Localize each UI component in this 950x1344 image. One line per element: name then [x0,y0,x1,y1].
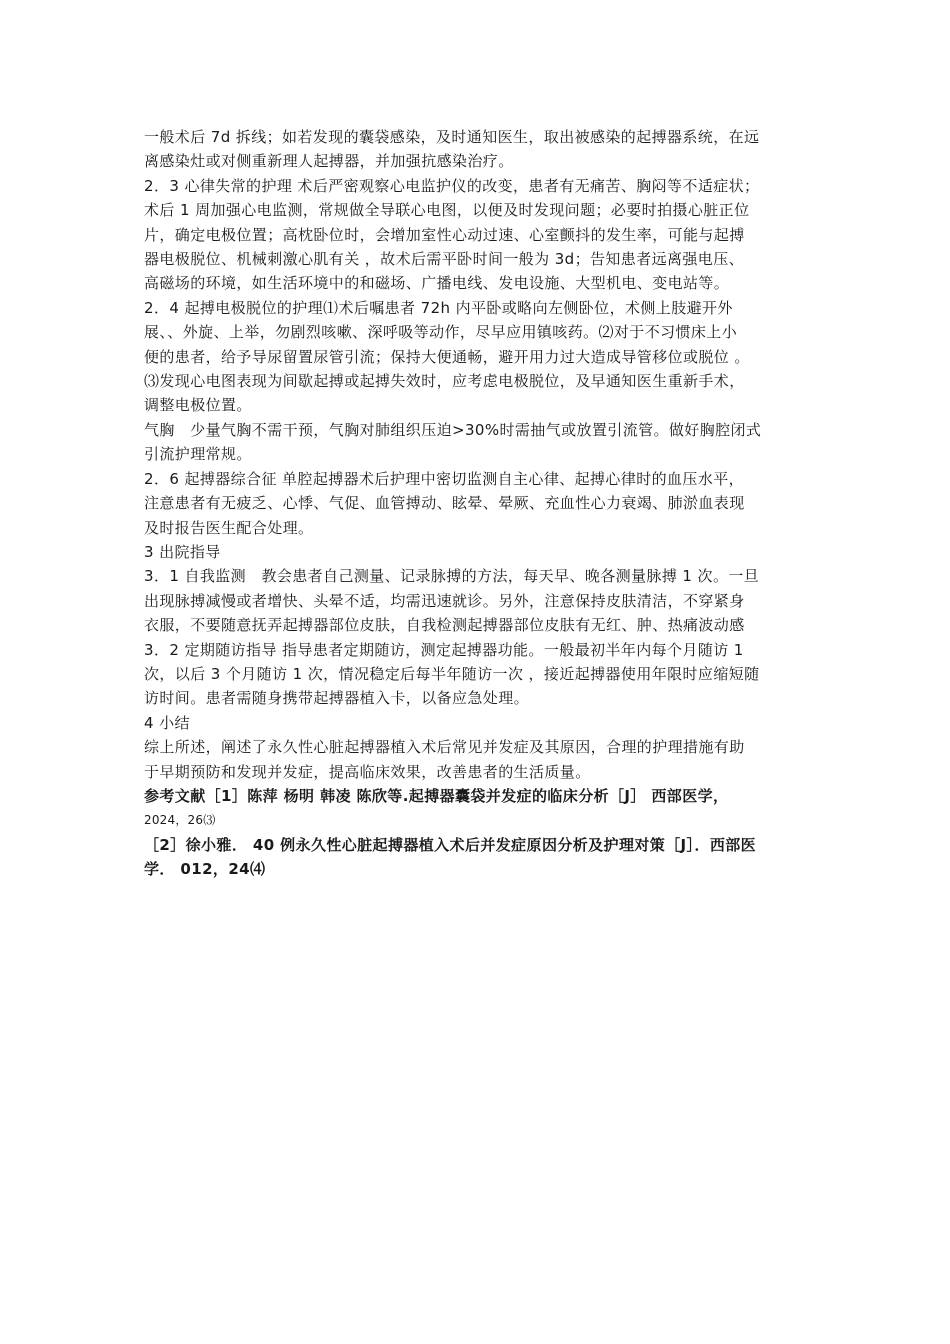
section-4-heading: 4 小结 [144,713,190,732]
text-line: 便的患者，给予导尿留置尿管引流；保持大便通畅，避开用力过大造成导管移位或脱位 。 [144,347,750,366]
text-line: 片，确定电极位置；高枕卧位时，会增加室性心动过速、心室颤抖的发生率，可能与起搏 [144,225,745,244]
section-3-2-heading-line: 3．2 定期随访指导 指导患者定期随访，测定起搏器功能。一般最初半年内每个月随访 1 [144,640,744,659]
text-line: 次，以后 3 个月随访 1 次，情况稳定后每半年随访一次 ，接近起搏器使用年限时应缩短随 [144,664,760,683]
section-3-heading: 3 出院指导 [144,542,221,561]
document-body [144,125,824,882]
text-line: 术后 1 周加强心电监测，常规做全导联心电图，以便及时发现问题；必要时拍摄心脏正位 [144,201,750,220]
text-line: 注意患者有无疲乏、心悸、气促、血管搏动、眩晕、晕厥、充血性心力衰竭、肺淤血表现 [144,494,745,513]
text-line: 一般术后 7d 拆线；如若发现的囊袋感染，及时通知医生，取出被感染的起搏器系统，在远 [144,128,760,146]
text-line: 器电极脱位、机械刺激心肌有关 ，故术后需平卧时间一般为 3d；告知患者远离强电压、 [144,250,745,269]
reference-1: 参考文献［1］陈萍 杨明 韩凌 陈欣等.起搏器囊袋并发症的临床分析［J］ 西部医学， [144,786,729,805]
text-line: 衣服，不要随意抚弄起搏器部位皮肤，自我检测起搏器部位皮肤有无红、肿、热痛波动感 [144,616,745,635]
text-line: 展、、外旋、上举，勿剧烈咳嗽、深呼吸等动作，尽早应用镇咳药。⑵对于不习惯床上小 [144,323,738,342]
section-3-1-heading-line: 3．1 自我监测 教会患者自己测量、记录脉搏的方法，每天早、晚各测量脉搏 1 次。一旦 [144,567,760,586]
text-line: 及时报告医生配合处理。 [144,518,314,537]
text-line: 综上所述，阐述了永久性心脏起搏器植入术后常见并发症及其原因，合理的护理措施有助 [144,738,745,757]
pneumothorax-heading-line: 气胸 少量气胸不需干预，气胸对肺组织压迫>30%时需抽气或放置引流管。做好胸腔闭式 [144,420,762,439]
text-line: 访时间。患者需随身携带起搏器植入卡，以备应急处理。 [144,689,530,708]
text-line: 高磁场的环境，如生活环境中的和磁场、广播电线、发电设施、大型机电、变电站等。 [144,274,730,293]
section-2-6-heading-line: 2．6 起搏器综合征 单腔起搏器术后护理中密切监测自主心律、起搏心律时的血压水平， [144,469,745,488]
reference-1-citation: 2024，26⑶ [144,813,216,828]
text-line: 调整电极位置。 [144,396,252,415]
reference-2-citation: 学． 012，24⑷ [144,860,266,879]
text-line: 出现脉搏减慢或者增快、头晕不适，均需迅速就诊。另外，注意保持皮肤清洁，不穿紧身 [144,591,745,610]
text-line: ⑶发现心电图表现为间歇起搏或起搏失效时，应考虑电极脱位，及早通知医生重新手术， [144,372,745,391]
section-2-4-heading-line: 2．4 起搏电极脱位的护理⑴术后嘱患者 72h 内平卧或略向左侧卧位，术侧上肢避开外 [144,298,733,317]
section-2-3-heading-line: 2．3 心律失常的护理 术后严密观察心电监护仪的改变，患者有无痛苦、胸闷等不适症状； [144,176,760,195]
text-line: 于早期预防和发现并发症，提高临床效果，改善患者的生活质量。 [144,762,591,781]
text-line: 离感染灶或对侧重新理人起搏器，并加强抗感染治疗。 [144,152,514,171]
reference-2: ［2］徐小雅． 40 例永久性心脏起搏器植入术后并发症原因分析及护理对策［J］．西部医 [144,835,757,854]
text-line: 引流护理常规。 [144,445,252,464]
